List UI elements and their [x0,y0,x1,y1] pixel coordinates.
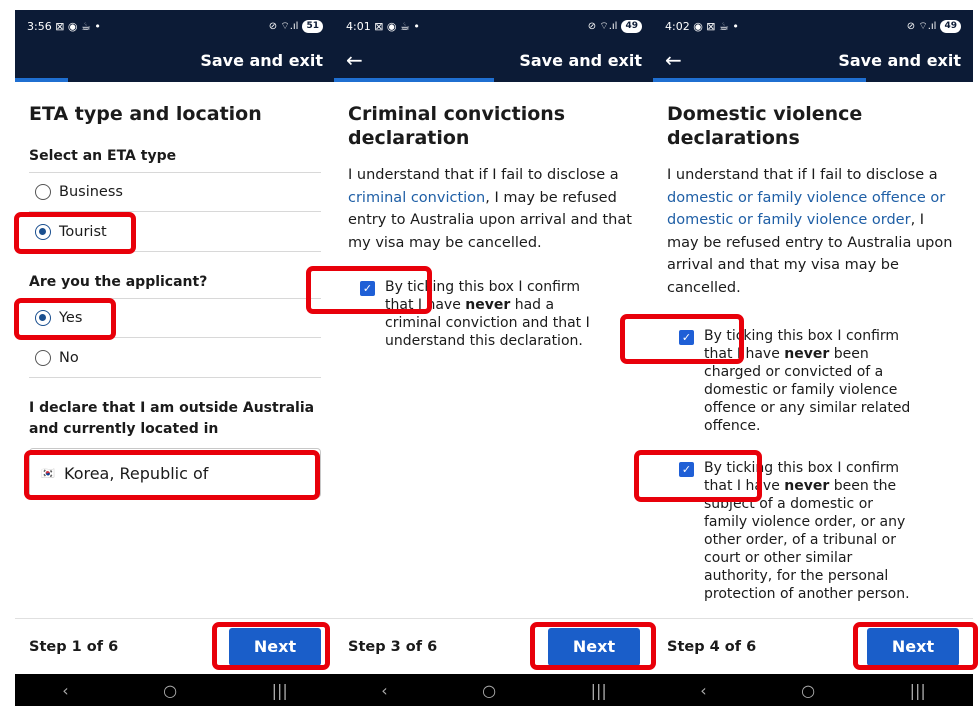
page-title: Domestic violence declarations [667,103,863,149]
nav-back-icon[interactable]: ‹ [62,680,69,700]
app-bar [653,42,973,78]
disclosure-paragraph [667,164,959,299]
phone-screen-step-3 [334,10,654,706]
battery-icon: 51 [302,20,323,33]
emphasis-never: never [784,478,830,494]
app-bar [334,42,654,78]
nav-home-icon[interactable]: ○ [482,680,497,700]
progress-bar [334,78,654,82]
status-time: 3:56 [27,19,52,33]
radio-option-yes[interactable] [29,298,321,338]
main-content [15,82,335,498]
status-bar [334,10,654,42]
emphasis-never: never [784,346,830,362]
radio-option-no[interactable] [29,338,321,378]
next-button[interactable]: Next [867,628,959,666]
emphasis-never: never [465,297,511,313]
signal-icon: ⊘ ⌔.ıl [268,20,299,32]
applicant-question: Are you the applicant? [29,274,208,290]
radio-label: Yes [59,310,83,326]
checkbox-text: had a criminal conviction and that I understand this declaration. [385,297,590,349]
radio-label: Tourist [59,223,107,240]
next-button[interactable]: Next [548,628,640,666]
progress-fill [653,78,866,82]
status-icons-left: ⊠ ◉ ☕ • [374,19,420,33]
nav-home-icon[interactable]: ○ [801,680,816,700]
progress-fill [15,78,68,82]
checkbox-checked-icon[interactable]: ✓ [679,462,694,477]
criminal-conviction-link[interactable]: criminal conviction [348,189,486,206]
android-nav-bar [653,674,973,706]
nav-recents-icon[interactable]: ||| [590,680,607,700]
nav-back-icon[interactable]: ‹ [381,680,388,700]
page-title: Criminal convictions declaration [348,103,566,149]
domestic-violence-link[interactable]: domestic or family violence offence or domestic or family violence order [667,189,946,228]
paragraph-text: I understand that if I fail to disclose a [348,167,619,183]
confirm-checkbox-row-2[interactable] [667,459,959,603]
back-arrow-icon[interactable]: ← [346,48,363,72]
checkbox-label [385,278,597,350]
location-declaration-label: I declare that I am outside Australia and currently located in [29,400,315,437]
status-time: 4:01 [346,19,371,33]
save-and-exit-button[interactable]: Save and exit [838,50,961,70]
bottom-bar [334,618,654,674]
android-nav-bar [334,674,654,706]
page-title: ETA type and location [29,103,262,125]
save-and-exit-button[interactable]: Save and exit [200,50,323,70]
radio-unselected-icon[interactable] [35,350,51,366]
checkbox-label [704,459,916,603]
radio-option-business[interactable] [29,172,321,212]
main-content [653,82,973,603]
battery-icon: 49 [621,20,642,33]
progress-bar [15,78,335,82]
progress-bar [653,78,973,82]
step-indicator: Step 3 of 6 [348,638,438,655]
checkbox-text: been charged or convicted of a domestic or family violence offence or any similar related offence. [704,346,911,434]
status-bar [653,10,973,42]
confirm-checkbox-row-1[interactable] [667,327,959,435]
bottom-bar [15,618,335,674]
country-value: Korea, Republic of [64,463,209,483]
paragraph-text: I understand that if I fail to disclose a [667,167,938,183]
checkbox-checked-icon[interactable]: ✓ [679,330,694,345]
bottom-bar [653,618,973,674]
status-bar [15,10,335,42]
paragraph-text: , I may be refused entry to Australia upon arrival and that my visa may be cancelled. [348,189,632,251]
radio-label: No [59,349,79,366]
signal-icon: ⊘ ⌔.ıl [906,20,937,32]
battery-icon: 49 [940,20,961,33]
phone-screen-step-1 [15,10,335,706]
checkbox-label [704,327,916,435]
checkbox-text: By ticking this box I confirm that I have [385,279,581,313]
back-arrow-icon[interactable]: ← [665,48,682,72]
status-icons-left: ◉ ⊠ ☕ • [693,19,739,33]
nav-recents-icon[interactable]: ||| [271,680,288,700]
main-content [334,82,654,350]
korea-flag-icon: 🇰🇷 [41,466,55,480]
nav-recents-icon[interactable]: ||| [909,680,926,700]
radio-selected-icon[interactable] [35,224,51,240]
country-select[interactable] [29,448,321,498]
step-indicator: Step 1 of 6 [29,638,119,655]
paragraph-text: , I may be refused entry to Australia upon arrival and that my visa may be cancelled. [667,212,953,296]
nav-home-icon[interactable]: ○ [163,680,178,700]
confirm-checkbox-row[interactable] [348,278,640,350]
disclosure-paragraph [348,164,640,254]
checkbox-text: By ticking this box I confirm that I have [704,460,900,494]
save-and-exit-button[interactable]: Save and exit [519,50,642,70]
app-bar [15,42,335,78]
signal-icon: ⊘ ⌔.ıl [587,20,618,32]
status-time: 4:02 [665,19,690,33]
next-button[interactable]: Next [229,628,321,666]
android-nav-bar [15,674,335,706]
nav-back-icon[interactable]: ‹ [700,680,707,700]
radio-option-tourist[interactable] [29,212,321,252]
radio-label: Business [59,184,123,200]
checkbox-text: been the subject of a domestic or family violence order, or any other order, of a tribunal or court or other similar authority, for the personal protection of another person. [704,478,910,602]
checkbox-text: By ticking this box I confirm that I have [704,328,900,362]
step-indicator: Step 4 of 6 [667,638,757,655]
status-icons-left: ⊠ ◉ ☕ • [55,19,101,33]
radio-unselected-icon[interactable] [35,184,51,200]
eta-type-question: Select an ETA type [29,148,177,164]
progress-fill [334,78,494,82]
phone-screen-step-4 [653,10,973,706]
radio-selected-icon[interactable] [35,310,51,326]
checkbox-checked-icon[interactable]: ✓ [360,281,375,296]
